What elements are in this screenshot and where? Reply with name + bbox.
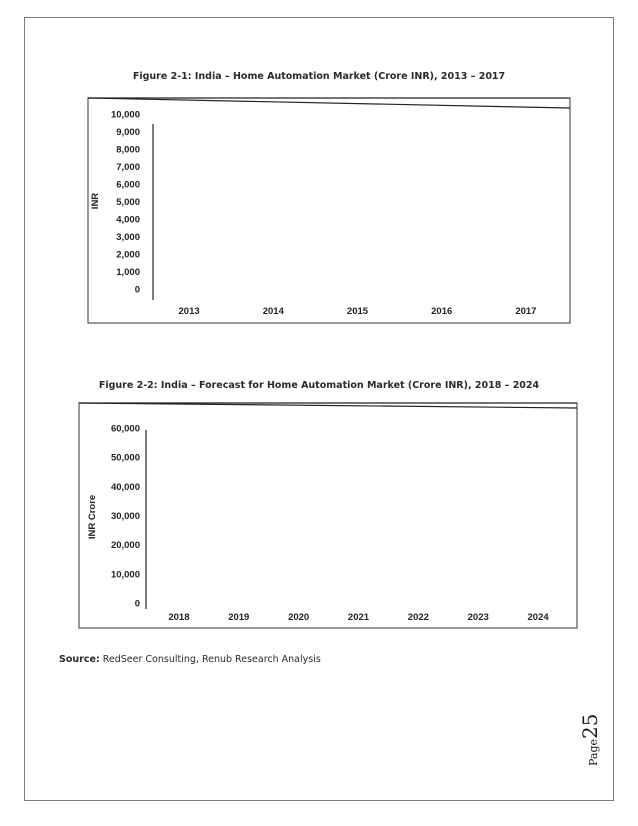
- y-tick-label: 10,000: [110, 109, 140, 121]
- top-edge-line: [79, 403, 577, 408]
- x-tick-label: 2021: [347, 612, 370, 623]
- x-tick-label: 2020: [288, 612, 310, 623]
- x-tick-label: 2013: [178, 306, 200, 317]
- y-tick-label: 10,000: [110, 569, 140, 581]
- page-word: Page: [587, 738, 600, 766]
- x-tick-label: 2023: [467, 612, 489, 623]
- y-tick-label: 0: [134, 598, 140, 610]
- y-tick-label: 2,000: [116, 249, 140, 261]
- y-tick-label: 5,000: [116, 197, 140, 208]
- x-tick-label: 2024: [527, 612, 549, 623]
- source-note: [59, 654, 321, 665]
- y-tick-label: 3,000: [116, 232, 140, 243]
- chart-frame: [79, 403, 577, 628]
- page-number: [578, 706, 638, 766]
- figure-1-title: Figure 2-1: India – Home Automation Market (Crore INR), 2013 – 2017: [132, 71, 506, 82]
- y-axis-label: INR: [90, 192, 101, 210]
- y-tick-label: 0: [134, 284, 140, 296]
- y-tick-label: 8,000: [116, 144, 140, 156]
- y-tick-label: 7,000: [116, 162, 140, 173]
- y-tick-label: 30,000: [110, 511, 140, 522]
- y-tick-label: 40,000: [110, 481, 140, 493]
- y-tick-label: 6,000: [116, 179, 140, 191]
- y-axis-label: INR Crore: [87, 494, 98, 540]
- page-number-value: 25: [578, 713, 602, 739]
- y-tick-label: 60,000: [110, 423, 140, 435]
- y-tick-label: 9,000: [116, 127, 140, 138]
- source-text: RedSeer Consulting, Renub Research Analysis: [99, 654, 321, 665]
- x-tick-label: 2019: [228, 612, 250, 623]
- source-label: Source:: [59, 654, 100, 665]
- x-tick-label: 2017: [515, 306, 537, 317]
- y-tick-label: 1,000: [116, 267, 140, 278]
- x-tick-label: 2022: [407, 612, 429, 623]
- y-tick-label: 20,000: [110, 540, 140, 552]
- x-tick-label: 2015: [346, 306, 369, 317]
- y-tick-label: 50,000: [110, 452, 140, 464]
- x-tick-label: 2016: [431, 306, 453, 317]
- x-tick-label: 2014: [262, 306, 284, 317]
- y-tick-label: 4,000: [116, 214, 140, 226]
- x-tick-label: 2018: [168, 612, 190, 623]
- figure-2-title: Figure 2-2: India – Forecast for Home Automation Market (Crore INR), 2018 – 2024: [98, 380, 540, 391]
